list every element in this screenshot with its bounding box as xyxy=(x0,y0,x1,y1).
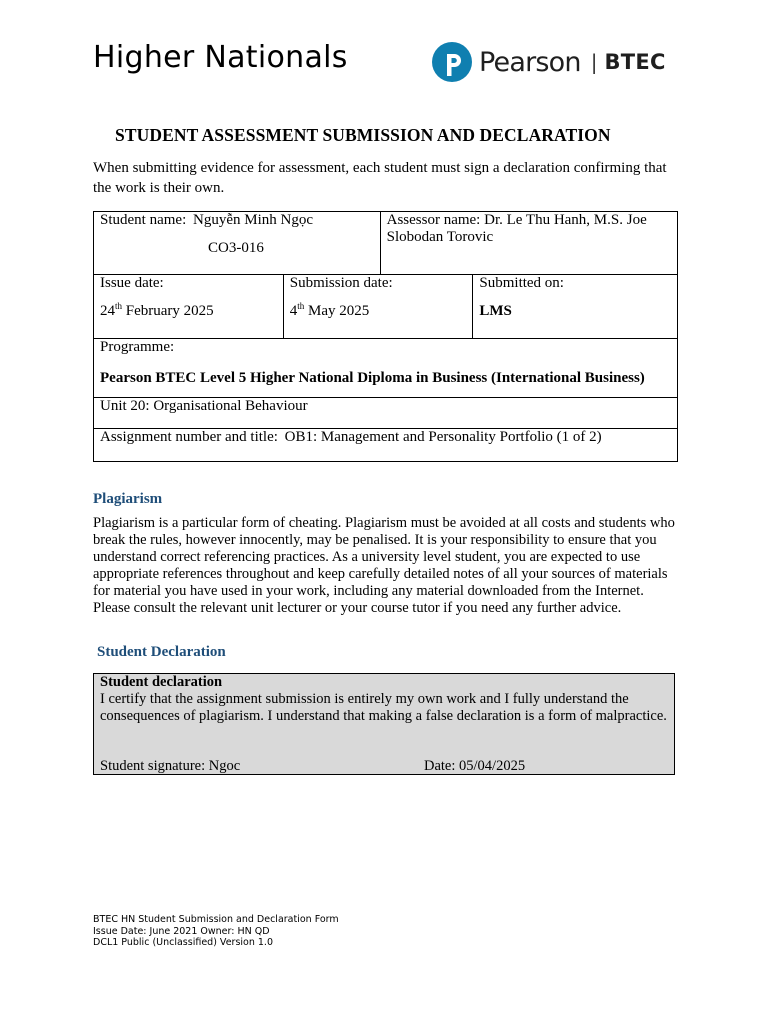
assessor-cell xyxy=(380,212,677,275)
submission-info-table xyxy=(93,211,678,462)
plagiarism-heading: Plagiarism xyxy=(93,491,163,507)
submission-date-cell xyxy=(283,275,473,339)
student-name-value: Nguyễn Minh Ngọc xyxy=(193,212,313,228)
declaration-text: I certify that the assignment submission is entirely my own work and I fully understand the consequences of plagiarism. I understand that making a false declaration is a form of malpractice. xyxy=(100,691,667,724)
programme-label: Programme: xyxy=(100,339,175,355)
date-label: Date: xyxy=(424,758,456,774)
intro-paragraph: When submitting evidence for assessment, each student must sign a declaration confirming that the work is their own. xyxy=(93,160,667,196)
student-name-cell xyxy=(94,212,381,275)
issue-date-label: Issue date: xyxy=(100,275,164,291)
pearson-logo-icon xyxy=(432,42,472,82)
assignment-cell xyxy=(94,429,678,462)
submitted-on-cell xyxy=(473,275,678,339)
student-declaration-heading: Student Declaration xyxy=(97,644,226,660)
date-field xyxy=(424,758,525,775)
assignment-value: OB1: Management and Personality Portfolio (1 of 2) xyxy=(284,429,602,445)
logo-brand-text: Pearson xyxy=(479,46,581,78)
signature-row xyxy=(100,758,660,775)
higher-nationals-title: Higher Nationals xyxy=(93,40,348,75)
signature-value: Ngoc xyxy=(208,758,241,774)
student-name-label: Student name: xyxy=(100,212,187,228)
issue-date-value: 24th February 2025 xyxy=(100,301,214,319)
submitted-on-value: LMS xyxy=(479,303,512,319)
submitted-on-label: Submitted on: xyxy=(479,275,564,291)
programme-value: Pearson BTEC Level 5 Higher National Diploma in Business (International Business) xyxy=(100,370,645,386)
declaration-box-heading: Student declaration xyxy=(100,674,223,690)
student-id: CO3-016 xyxy=(208,240,264,256)
footer-line-1: BTEC HN Student Submission and Declaration Form xyxy=(93,914,339,925)
submission-date-value: 4th May 2025 xyxy=(289,301,370,319)
pearson-btec-logo xyxy=(432,39,666,85)
logo-product-text: BTEC xyxy=(604,50,666,74)
assessor-label: Assessor name: xyxy=(386,212,481,228)
issue-date-cell xyxy=(94,275,284,339)
page-footer xyxy=(93,914,339,949)
assignment-label: Assignment number and title: xyxy=(100,429,278,445)
declaration-box xyxy=(93,673,675,775)
signature-label: Student signature: xyxy=(100,758,206,774)
assessor-name: Dr. Le Thu Hanh, M.S. Joe Slobodan Torovic xyxy=(386,212,647,245)
unit-cell: Unit 20: Organisational Behaviour xyxy=(94,398,678,429)
footer-line-2: Issue Date: June 2021 Owner: HN QD xyxy=(93,925,270,937)
footer-line-3: DCL1 Public (Unclassified) Version 1.0 xyxy=(93,937,273,948)
submission-date-label: Submission date: xyxy=(289,275,393,291)
programme-cell xyxy=(94,339,678,398)
logo-separator: | xyxy=(590,50,598,74)
date-value: 05/04/2025 xyxy=(459,758,526,774)
plagiarism-paragraph: Plagiarism is a particular form of cheating. Plagiarism must be avoided at all costs and students who break the rules, however innocently, may be penalised. It is your responsibility to ensure that you understand correct referencing practices. As a university level student, you are expected to use appropriate references throughout and keep carefully detailed notes of all your sources of materials for material you have used in your work, including any material downloaded from the Internet. Please consult the relevant unit lecturer or your course tutor if you need any further advice. xyxy=(93,515,675,616)
form-title: STUDENT ASSESSMENT SUBMISSION AND DECLARATION xyxy=(115,125,611,145)
